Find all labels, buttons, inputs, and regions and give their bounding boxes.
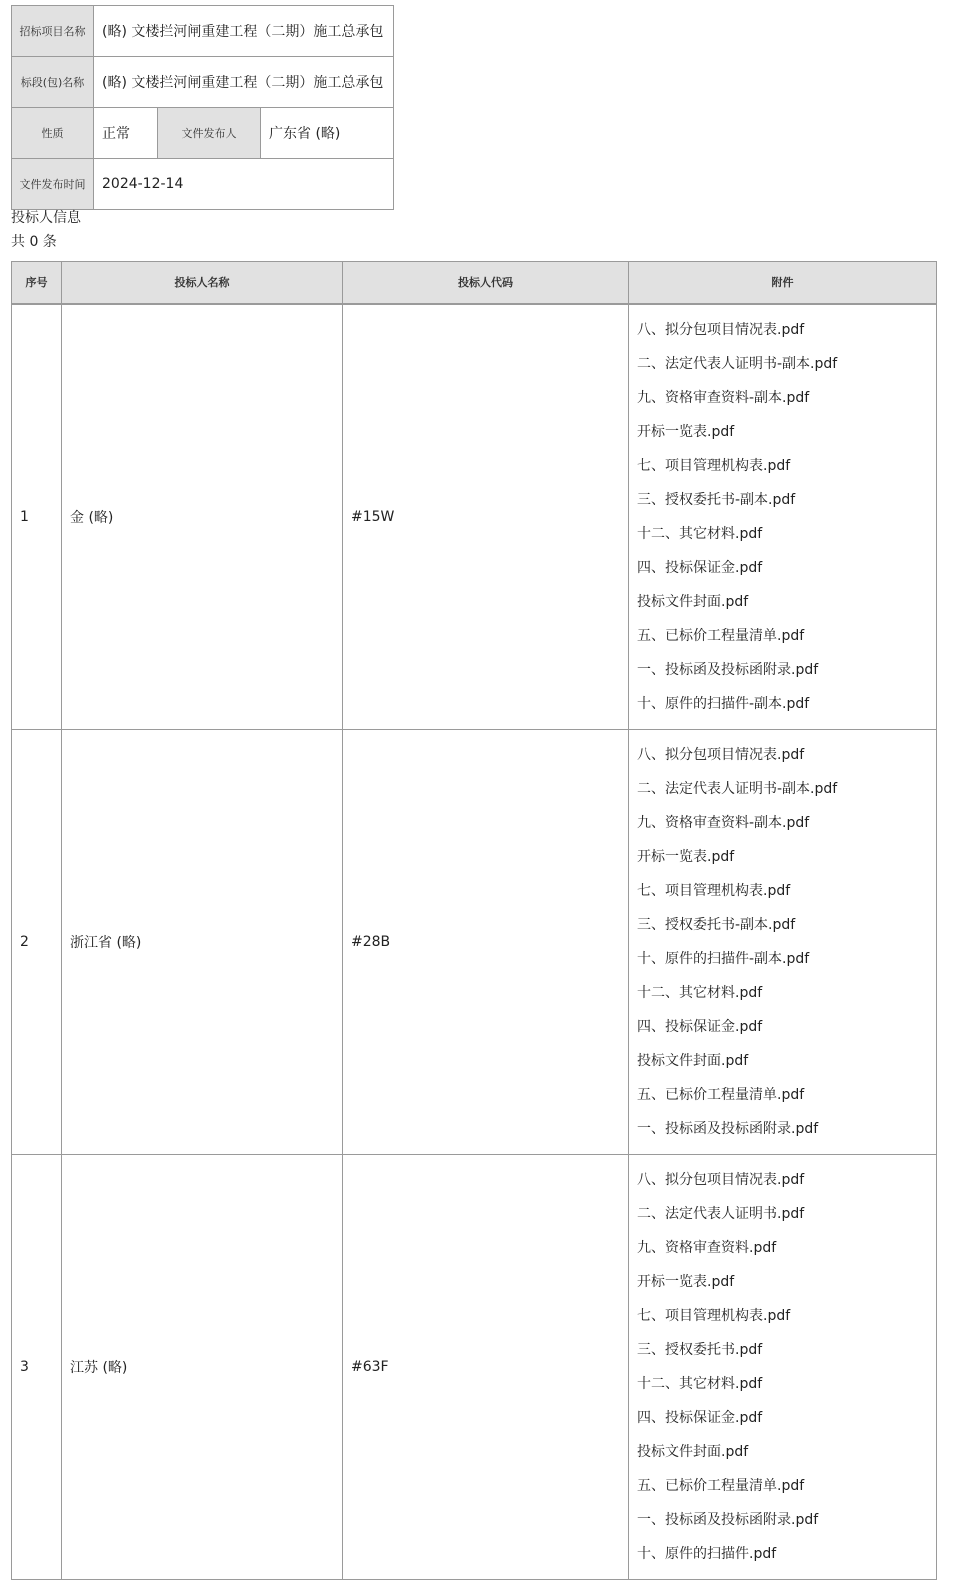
attachment-link[interactable]: 二、法定代表人证明书-副本.pdf	[637, 780, 838, 797]
attachment-link[interactable]: 八、拟分包项目情况表.pdf	[637, 746, 805, 763]
project-name-row	[12, 6, 394, 57]
bidder-table-body	[12, 304, 937, 1580]
attachment-link[interactable]: 十、原件的扫描件.pdf	[637, 1545, 777, 1562]
attachment-link[interactable]: 十、原件的扫描件-副本.pdf	[637, 950, 810, 967]
attachment-link[interactable]: 八、拟分包项目情况表.pdf	[637, 321, 805, 338]
col-header-files: 附件	[629, 262, 937, 304]
attachment-link[interactable]: 四、投标保证金.pdf	[637, 1409, 763, 1426]
attachment-link[interactable]: 一、投标函及投标函附录.pdf	[637, 1120, 819, 1137]
col-header-code: 投标人代码	[343, 262, 629, 304]
attachment-list	[629, 729, 937, 1154]
attachment-link[interactable]: 九、资格审查资料.pdf	[637, 1239, 777, 1256]
attachment-link[interactable]: 九、资格审查资料-副本.pdf	[637, 389, 810, 406]
publish-date-row	[12, 159, 394, 210]
attachment-link[interactable]: 三、授权委托书-副本.pdf	[637, 491, 796, 508]
bidder-code: #28B	[343, 729, 629, 1154]
attachment-link[interactable]: 四、投标保证金.pdf	[637, 559, 763, 576]
row-number: 2	[12, 729, 62, 1154]
attachment-link[interactable]: 开标一览表.pdf	[637, 1273, 735, 1290]
nature-label: 性质	[12, 108, 94, 159]
bidder-count: 共 0 条	[11, 234, 57, 250]
table-row	[12, 1154, 937, 1579]
attachment-list	[629, 1154, 937, 1579]
attachment-link[interactable]: 十二、其它材料.pdf	[637, 1375, 763, 1392]
attachment-link[interactable]: 五、已标价工程量清单.pdf	[637, 627, 805, 644]
bidder-table	[11, 261, 937, 1580]
bidder-name: 金 (略)	[62, 304, 343, 730]
attachment-link[interactable]: 开标一览表.pdf	[637, 423, 735, 440]
attachment-link[interactable]: 十二、其它材料.pdf	[637, 984, 763, 1001]
attachment-link[interactable]: 三、授权委托书.pdf	[637, 1341, 763, 1358]
section-name-value: (略) 文楼拦河闸重建工程（二期）施工总承包	[94, 57, 394, 108]
attachment-link[interactable]: 十二、其它材料.pdf	[637, 525, 763, 542]
attachment-link[interactable]: 十、原件的扫描件-副本.pdf	[637, 695, 810, 712]
bidder-name: 江苏 (略)	[62, 1154, 343, 1579]
attachment-link[interactable]: 一、投标函及投标函附录.pdf	[637, 1511, 819, 1528]
attachment-list	[629, 304, 937, 730]
attachment-link[interactable]: 八、拟分包项目情况表.pdf	[637, 1171, 805, 1188]
bidder-table-header	[12, 262, 937, 304]
publisher-label: 文件发布人	[158, 108, 261, 159]
col-header-name: 投标人名称	[62, 262, 343, 304]
bidder-code: #63F	[343, 1154, 629, 1579]
attachment-link[interactable]: 二、法定代表人证明书-副本.pdf	[637, 355, 838, 372]
attachment-link[interactable]: 七、项目管理机构表.pdf	[637, 882, 791, 899]
attachment-link[interactable]: 投标文件封面.pdf	[637, 593, 749, 610]
row-number: 1	[12, 304, 62, 730]
project-info-table	[11, 5, 394, 210]
attachment-link[interactable]: 一、投标函及投标函附录.pdf	[637, 661, 819, 678]
attachment-link[interactable]: 五、已标价工程量清单.pdf	[637, 1086, 805, 1103]
bidder-section-title: 投标人信息	[11, 210, 81, 226]
project-name-value: (略) 文楼拦河闸重建工程（二期）施工总承包	[94, 6, 394, 57]
row-number: 3	[12, 1154, 62, 1579]
attachment-link[interactable]: 开标一览表.pdf	[637, 848, 735, 865]
attachment-link[interactable]: 九、资格审查资料-副本.pdf	[637, 814, 810, 831]
section-name-label: 标段(包)名称	[12, 57, 94, 108]
attachment-link[interactable]: 三、授权委托书-副本.pdf	[637, 916, 796, 933]
bidder-code: #15W	[343, 304, 629, 730]
bidder-name: 浙江省 (略)	[62, 729, 343, 1154]
nature-value: 正常	[94, 108, 158, 159]
attachment-link[interactable]: 七、项目管理机构表.pdf	[637, 457, 791, 474]
attachment-link[interactable]: 投标文件封面.pdf	[637, 1443, 749, 1460]
table-row	[12, 729, 937, 1154]
publisher-value: 广东省 (略)	[261, 108, 394, 159]
attachment-link[interactable]: 二、法定代表人证明书.pdf	[637, 1205, 805, 1222]
table-row	[12, 304, 937, 730]
publish-date-value: 2024-12-14	[94, 159, 394, 210]
publish-date-label: 文件发布时间	[12, 159, 94, 210]
attachment-link[interactable]: 四、投标保证金.pdf	[637, 1018, 763, 1035]
attachment-link[interactable]: 投标文件封面.pdf	[637, 1052, 749, 1069]
section-name-row	[12, 57, 394, 108]
attachment-link[interactable]: 七、项目管理机构表.pdf	[637, 1307, 791, 1324]
attachment-link[interactable]: 五、已标价工程量清单.pdf	[637, 1477, 805, 1494]
nature-publisher-row	[12, 108, 394, 159]
col-header-no: 序号	[12, 262, 62, 304]
project-name-label: 招标项目名称	[12, 6, 94, 57]
